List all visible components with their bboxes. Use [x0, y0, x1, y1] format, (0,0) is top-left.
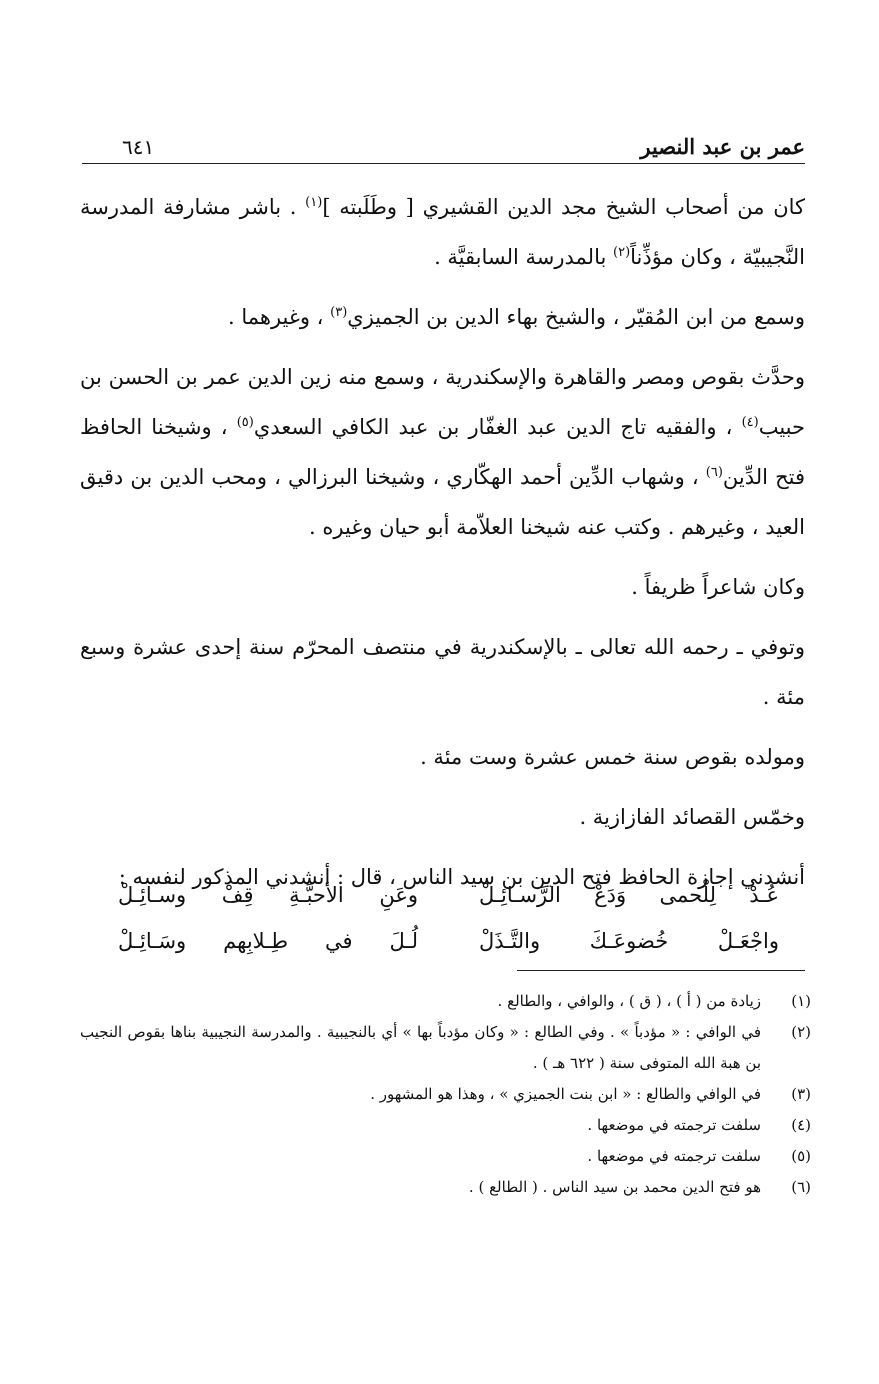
footnote-item [80, 1141, 811, 1172]
footnotes [80, 986, 811, 1203]
paragraph-2-text-a: وسمع من ابن المُقيّر ، والشيخ بهاء الدين بن الجميزي [347, 305, 805, 329]
footnote-ref-5: (٥) [236, 415, 254, 430]
footnote-number: (٥) [791, 1147, 811, 1165]
footnote-item [80, 1017, 811, 1079]
verse-hemistich-right: عُـدْ لِلْحمى وَدَعْ الرَّسـائِـلْ [479, 883, 779, 907]
footnote-text: هو فتح الدين محمد بن سيد الناس . ( الطالع ) . [468, 1178, 761, 1196]
paragraph-3-text-d: ، وشهاب الدِّين أحمد الهكّاري ، وشيخنا البرزالي ، ومحب الدين بن دقيق العيد ، وغيرهم . وكتب عنه شيخنا العلاّمة أبو حيان وغيره . [80, 465, 805, 539]
footnote-ref-4: (٤) [741, 415, 759, 430]
footnote-ref-2: (٢) [613, 245, 631, 260]
paragraph-5: وتوفي ـ رحمه الله تعالى ـ بالإسكندرية في منتصف المحرّم سنة إحدى عشرة وسبع مئة . [80, 635, 805, 709]
paragraph-3 [80, 352, 805, 552]
footnote-text: سلفت ترجمته في موضعها . [587, 1147, 761, 1165]
footnote-divider [517, 970, 805, 971]
verse-line [118, 918, 779, 964]
footnote-item [80, 1079, 811, 1110]
poem-verses [118, 872, 779, 964]
paragraph-1-text-b: . باشر مشارفة المدرسة النَّجيبيّة ، وكان مؤذِّناً [80, 195, 805, 269]
footnote-text: زيادة من ( أ ) ، ( ق ) ، والوافي ، والطالع . [497, 992, 761, 1010]
footnote-number: (٣) [791, 1085, 811, 1103]
verse-hemistich-right: واجْعَـلْ خُضوعَـكَ والتَّـذَلْ [479, 929, 779, 953]
paragraph-2-text-b: ، وغيرهما . [227, 305, 331, 329]
footnote-number: (١) [791, 992, 811, 1010]
paragraph-2 [80, 292, 805, 342]
paragraph-3-text-b: ، والفقيه تاج الدين عبد الغفّار بن عبد الكافي السعدي [253, 415, 742, 439]
verse-hemistich-left: لُـلَ في طِـلابِهم وسَـائِـلْ [118, 929, 418, 953]
footnote-number: (٤) [791, 1116, 811, 1134]
footnote-ref-6: (٦) [705, 465, 723, 480]
page-number: ٦٤١ [122, 135, 155, 159]
page-header [82, 125, 805, 164]
paragraph-1-text-c: بالمدرسة السابقيَّة . [434, 245, 613, 269]
footnote-number: (٦) [791, 1178, 811, 1196]
paragraph-4: وكان شاعراً ظريفاً . [631, 575, 805, 599]
paragraph-3-text-c: ، وشيخنا الحافظ فتح الدِّين [80, 415, 805, 489]
verse-line [118, 872, 779, 918]
footnote-ref-1: (١) [305, 195, 323, 210]
footnote-ref-3: (٣) [330, 305, 348, 320]
paragraph-6: ومولده بقوص سنة خمس عشرة وست مئة . [420, 745, 805, 769]
footnote-text: في الوافي : « مؤدباً » . وفي الطالع : « وكان مؤدباً بها » أي بالنجيبية . والمدرسة النجيبية بناها بقوص النجيب بن هبة الله المتوفى سنة ( ٦٢٢ هـ ) . [80, 1023, 761, 1072]
paragraph-1 [80, 182, 805, 282]
footnote-text: في الوافي والطالع : « ابن بنت الجميزي » ، وهذا هو المشهور . [370, 1085, 761, 1103]
paragraph-1-text-a: كان من أصحاب الشيخ مجد الدين القشيري [ وطَلَبته ] [322, 195, 806, 219]
paragraph-3-text-a: وحدَّث بقوص ومصر والقاهرة والإسكندرية ، وسمع منه زين الدين عمر بن الحسن بن حبيب [80, 365, 805, 439]
running-title: عمر بن عبد النصير [640, 134, 805, 159]
footnote-item [80, 1172, 811, 1203]
paragraph-7: وخمّس القصائد الفازازية . [579, 805, 805, 829]
footnote-item [80, 986, 811, 1017]
footnote-item [80, 1110, 811, 1141]
footnote-text: سلفت ترجمته في موضعها . [587, 1116, 761, 1134]
verse-hemistich-left: وعَنِ الأحبَّـةِ قِفْ وسـائِـلْ [118, 883, 418, 907]
footnote-number: (٢) [791, 1023, 811, 1041]
main-text [80, 182, 805, 912]
paragraph-8: أنشدني إجازة الحافظ فتح الدين بن سيد الناس ، قال : أنشدني المذكور لنفسه : [118, 865, 805, 889]
